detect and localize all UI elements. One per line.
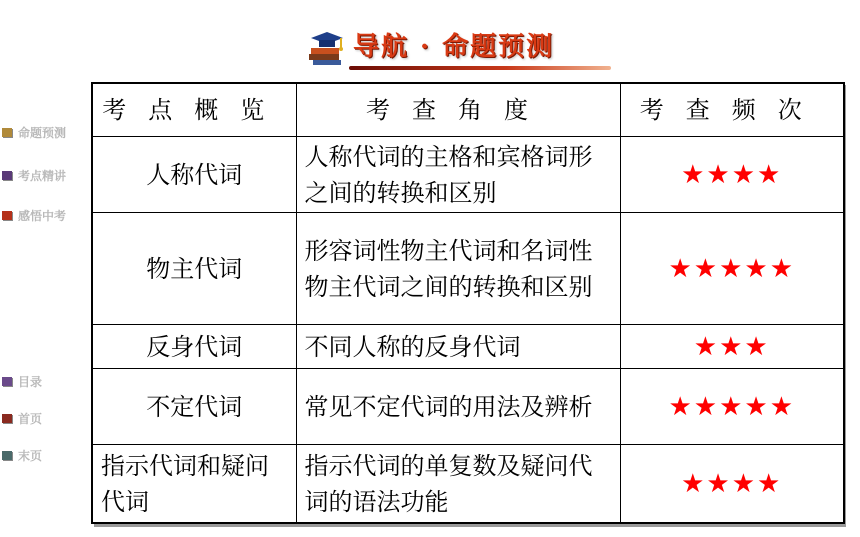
nav-item-mingti-yuce[interactable] (2, 122, 66, 142)
angle-cell: 形容词性物主代词和名词性物主代词之间的转换和区别 (296, 213, 620, 325)
frequency-stars: ★★★★ (620, 137, 844, 213)
table-row (92, 137, 844, 213)
header-kaodian-gailan: 考点概览 (92, 83, 296, 137)
point-cell: 物主代词 (92, 213, 296, 325)
angle-cell: 人称代词的主格和宾格词形之间的转换和区别 (296, 137, 620, 213)
nav-item-ganwu-zhongkao[interactable] (2, 205, 66, 225)
table-header-row (92, 83, 844, 137)
point-cell: 指示代词和疑问代词 (92, 445, 296, 523)
angle-cell: 常见不定代词的用法及辨析 (296, 369, 620, 445)
point-cell: 人称代词 (92, 137, 296, 213)
nav-item-label: 考点精讲 (18, 168, 67, 183)
title-underline (349, 66, 611, 70)
table-row (92, 445, 844, 523)
frequency-stars: ★★★ (620, 325, 844, 369)
header-kaocha-pinci: 考查频次 (620, 83, 844, 137)
red-square-icon (2, 211, 12, 220)
maroon-square-icon (2, 414, 12, 423)
angle-cell: 不同人称的反身代词 (296, 325, 620, 369)
exam-points-table (91, 82, 845, 524)
page-title: 导航 · 命题预测 (353, 32, 555, 62)
nav-item-label: 命题预测 (18, 125, 67, 140)
table-row (92, 213, 844, 325)
exam-points-table-frame (91, 82, 843, 524)
graduation-cap-books-icon (305, 28, 347, 68)
header-kaocha-jiaodu: 考查角度 (296, 83, 620, 137)
nav-item-mulu[interactable] (2, 371, 42, 391)
nav-item-moye[interactable] (2, 445, 42, 465)
nav-item-label: 首页 (18, 411, 43, 426)
frequency-stars: ★★★★ (620, 445, 844, 523)
nav-item-label: 目录 (18, 374, 43, 389)
nav-item-label: 感悟中考 (18, 208, 67, 223)
page-title-banner (305, 22, 615, 74)
teal-square-icon (2, 451, 12, 460)
table-row (92, 369, 844, 445)
angle-cell: 指示代词的单复数及疑问代词的语法功能 (296, 445, 620, 523)
nav-item-shouye[interactable] (2, 408, 42, 428)
brown-square-icon (2, 128, 12, 137)
purple-square-icon (2, 377, 12, 386)
frequency-stars: ★★★★★ (620, 369, 844, 445)
nav-item-label: 末页 (18, 448, 43, 463)
nav-item-kaodian-jingjiang[interactable] (2, 165, 66, 185)
frequency-stars: ★★★★★ (620, 213, 844, 325)
point-cell: 反身代词 (92, 325, 296, 369)
table-row (92, 325, 844, 369)
point-cell: 不定代词 (92, 369, 296, 445)
purple-square-icon (2, 171, 12, 180)
